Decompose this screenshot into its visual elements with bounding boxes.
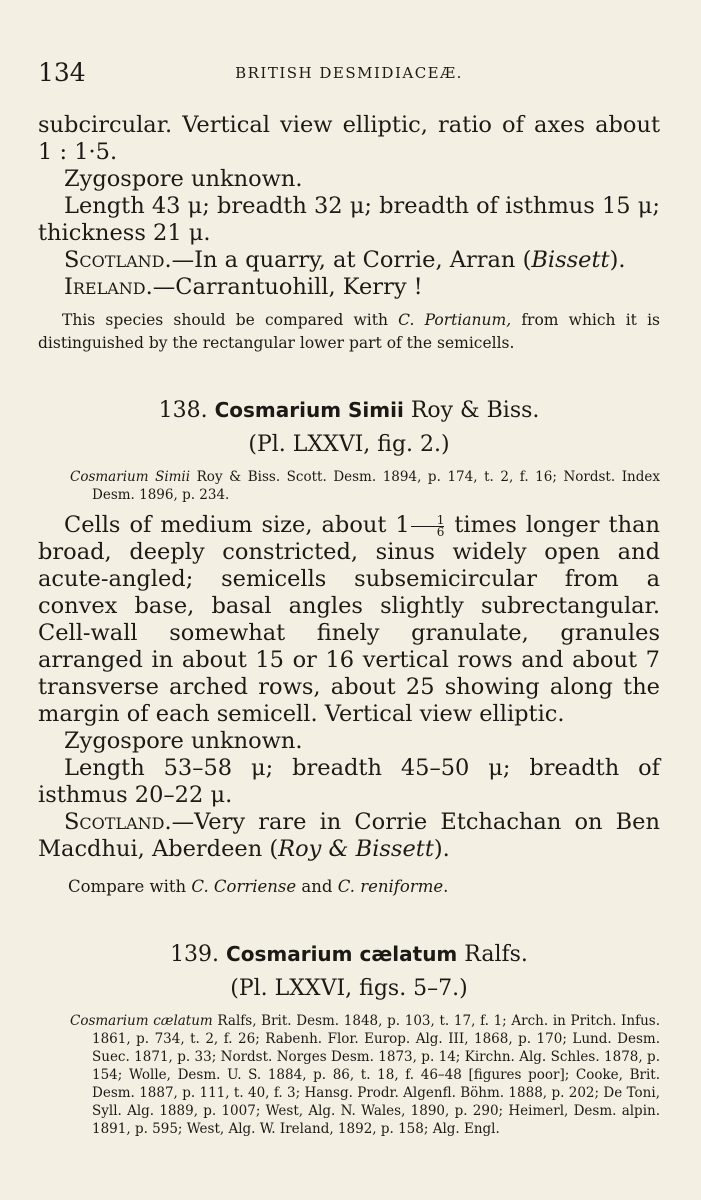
entry-138-heading — [38, 395, 660, 426]
entry-139-citation: Cosmarium cælatum Ralfs, Brit. Desm. 1848, p. 103, t. 17, f. 1; Arch. in Pritch. Infus. 1861, p. 734, t. 2, f. 26; Rabenh. Flor. Europ. Alg. III, 1868, p. 170; Lund. Desm. Suec. 1871, p. 33; Nordst. Norges Desm. 1873, p. 14; Kirchn. Alg. Schles. 1878, p. 154; Wolle, Desm. U. S. 1884, p. 86, t. 18, f. 46–48 [figures poor]; Cooke, Brit. Desm. 1887, p. 111, t. 40, f. 3; Hansg. Prodr. Algenfl. Böhm. 1888, p. 202; De Toni, Syll. Alg. 1889, p. 1007; West, Alg. N. Wales, 1890, p. 290; Heimerl, Desm. alpin. 1891, p. 595; West, Alg. W. Ireland, 1892, p. 158; Alg. Engl. — [70, 1013, 660, 1137]
fraction: $\frac{1}{6}$ — [411, 515, 445, 538]
species-title: Cosmarium cælatum — [226, 942, 458, 966]
entry-138-scotland: Scotland.—Very rare in Corrie Etchachan on Ben Macdhui, Aberdeen (Roy & Bissett). — [38, 809, 660, 862]
entry-138-citation: Cosmarium Simii Roy & Biss. Scott. Desm. 1894, p. 174, t. 2, f. 16; Nordst. Index Desm. 1896, p. 234. — [70, 469, 660, 503]
prev-entry-ireland: Ireland.—Carrantuohill, Kerry ! — [64, 274, 423, 300]
locality-label: Scotland. — [64, 809, 172, 835]
entry-138-dimensions: Length 53–58 μ; breadth 45–50 μ; breadth of isthmus 20–22 μ. — [38, 755, 660, 808]
species-title: Cosmarium Simii — [214, 398, 404, 422]
entry-139-heading — [38, 939, 660, 970]
prev-entry-description: subcircular. Vertical view elliptic, ratio of axes about 1 : 1·5. — [38, 112, 660, 165]
collector-name: Bissett — [531, 247, 610, 273]
prev-entry-zygospore: Zygospore unknown. — [64, 166, 303, 192]
entry-138-compare: Compare with C. Corriense and C. reniforme. — [68, 877, 449, 896]
authority: Ralfs. — [464, 942, 528, 967]
entry-number: 138. — [158, 398, 208, 423]
prev-entry-scotland: Scotland.—In a quarry, at Corrie, Arran (Bissett). — [64, 247, 626, 273]
entry-number: 139. — [170, 942, 220, 967]
entry-138-zygospore: Zygospore unknown. — [64, 728, 303, 754]
species-name: C. reniforme — [337, 877, 444, 896]
entry-138-description: Cells of medium size, about 1 $\frac{1}{6}$ times longer than broad, deeply constricted, sinus widely open and acute-angled; semicells subsemicircular from a convex base, basal angles slightly subrectangular. Cell-wall somewhat finely granulate, granules arranged in about 15 or 16 vertical rows and about 7 transverse arched rows, about 25 showing along the margin of each semicell. Vertical view elliptic. — [38, 512, 660, 727]
page-number: 134 — [38, 58, 86, 87]
page-body — [38, 112, 660, 1146]
entry-139-plate: (Pl. LXXVI, figs. 5–7.) — [230, 976, 468, 1001]
species-name: C. Portianum, — [398, 311, 512, 329]
locality-label: Scotland. — [64, 247, 172, 273]
locality-label: Ireland. — [64, 274, 153, 300]
authority: Roy & Biss. — [410, 398, 540, 423]
running-title: BRITISH DESMIDIACEÆ. — [235, 64, 463, 82]
collector-name: Roy & Bissett — [278, 836, 434, 862]
entry-138-plate: (Pl. LXXVI, fig. 2.) — [248, 432, 450, 457]
species-name: Cosmarium Simii — [70, 469, 191, 485]
prev-entry-dimensions: Length 43 μ; breadth 32 μ; breadth of isthmus 15 μ; thickness 21 μ. — [38, 193, 660, 246]
species-name: Cosmarium cælatum — [70, 1013, 213, 1029]
page-header — [38, 58, 660, 92]
species-name: C. Corriense — [191, 877, 297, 896]
prev-entry-note: This species should be compared with C. Portianum, from which it is distinguished by the rectangular lower part of the semicells. — [38, 311, 660, 352]
